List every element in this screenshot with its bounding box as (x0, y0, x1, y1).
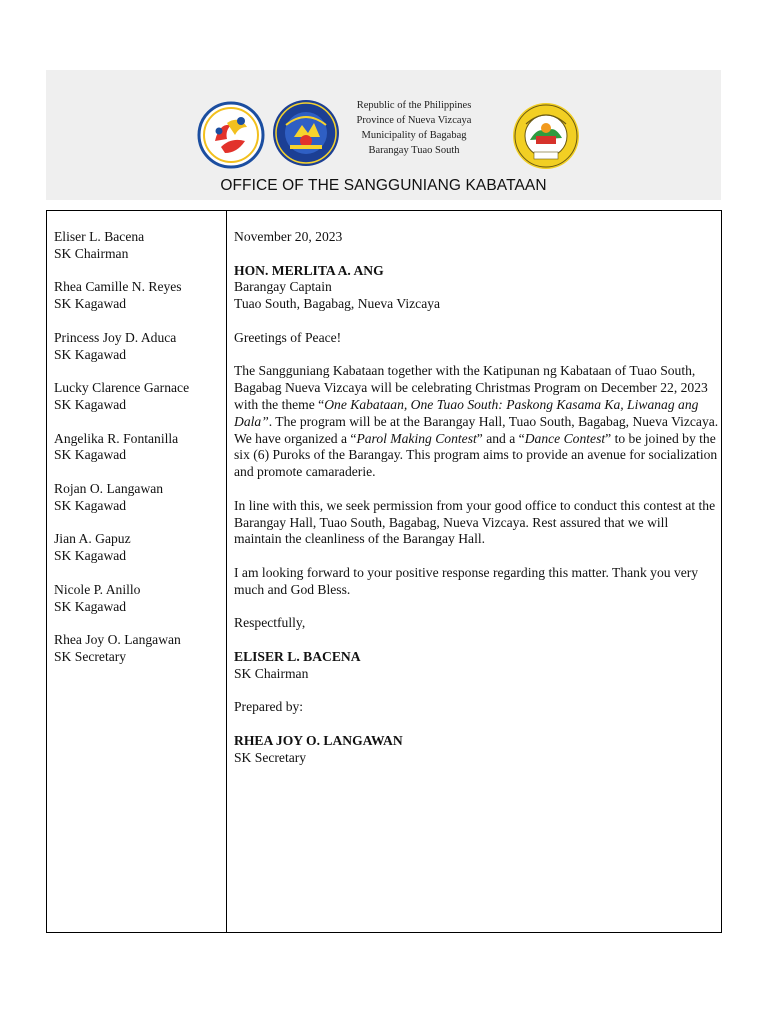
roster-entry (54, 531, 222, 565)
member-position: SK Kagawad (54, 497, 127, 513)
roster-entry (54, 481, 222, 515)
body-paragraph-3: I am looking forward to your positive response regarding this matter. Thank you very much and God Bless. (234, 564, 699, 597)
member-position: SK Kagawad (54, 396, 127, 412)
contest-name: Parol Making Contest (356, 430, 477, 446)
sangguniang-kabataan-seal-icon (272, 99, 340, 167)
member-name: Rhea Camille N. Reyes (54, 279, 182, 295)
address-line: Republic of the Philippines (356, 100, 472, 111)
member-name: Rojan O. Langawan (54, 480, 164, 496)
letter-frame (46, 210, 722, 933)
roster-entry (54, 279, 222, 313)
member-position: SK Chairman (54, 245, 129, 261)
member-position: SK Kagawad (54, 548, 127, 564)
signatory-name: ELISER L. BACENA (234, 648, 361, 664)
letterhead (46, 70, 721, 200)
signatory-title: SK Chairman (234, 665, 309, 681)
column-divider (226, 211, 227, 932)
letter-date: November 20, 2023 (234, 229, 343, 244)
contest-name: Dance Contest (524, 430, 606, 446)
member-position: SK Kagawad (54, 447, 127, 463)
member-position: SK Kagawad (54, 296, 127, 312)
tuao-south-seal-icon (512, 102, 580, 170)
body-text: ” and a “ (476, 430, 525, 446)
member-position: SK Kagawad (54, 598, 127, 614)
body-paragraph-1 (234, 363, 719, 481)
signature-block (234, 649, 719, 683)
member-name: Eliser L. Bacena (54, 229, 145, 244)
address-line: Municipality of Bagabag (361, 130, 467, 141)
member-name: Jian A. Gapuz (54, 531, 131, 547)
member-position: SK Kagawad (54, 346, 127, 362)
office-title: OFFICE OF THE SANGGUNIANG KABATAAN (220, 177, 547, 194)
roster-entry (54, 330, 222, 364)
greeting: Greetings of Peace! (234, 329, 342, 345)
recipient-name: HON. MERLITA A. ANG (234, 262, 384, 278)
roster-entry (54, 380, 222, 414)
roster-entry (54, 229, 222, 263)
member-name: Angelika R. Fontanilla (54, 430, 179, 446)
letter-body (234, 229, 719, 783)
address-block (334, 98, 494, 158)
preparer-block (234, 733, 719, 767)
closing: Respectfully, (234, 615, 306, 631)
body-paragraph-2: In line with this, we seek permission from your good office to conduct this contest at the Barangay Hall, Tuao South, Bagabag, Nueva Vizcaya. Rest assured that we will maintain the cleanliness of the Barangay Hall. (234, 497, 716, 547)
prepared-by-label: Prepared by: (234, 699, 304, 715)
member-position: SK Secretary (54, 648, 127, 664)
address-line: Barangay Tuao South (368, 145, 460, 156)
roster-entry (54, 431, 222, 465)
body-text: ” to be joined by the six (6) Puroks of the Barangay. This program aims to provide an avenue for socialization and promote camaraderie. (234, 430, 718, 480)
member-name: Nicole P. Anillo (54, 581, 141, 597)
recipient-title: Barangay Captain (234, 279, 332, 295)
body-text: . The program will be at the Barangay Hall, Tuao South, Bagabag, Nueva Vizcaya. We have organized a “ (234, 413, 719, 446)
recipient-address: Tuao South, Bagabag, Nueva Vizcaya (234, 296, 441, 312)
roster-entry (54, 632, 222, 666)
address-line: Province of Nueva Vizcaya (356, 115, 472, 126)
program-theme: One Kabataan, One Tuao South: Paskong Kasama Ka, Liwanag ang Dala” (234, 396, 699, 429)
preparer-title: SK Secretary (234, 749, 307, 765)
member-name: Lucky Clarence Garnace (54, 380, 190, 396)
member-name: Rhea Joy O. Langawan (54, 632, 181, 648)
sk-logo-icon (197, 101, 265, 169)
preparer-name: RHEA JOY O. LANGAWAN (234, 732, 403, 748)
body-text: The Sangguniang Kabataan together with the Katipunan ng Kabataan of Tuao South, Bagabag Nueva Vizcaya will be celebrating Christmas Program on December 22, 2023 with the theme “ (234, 363, 708, 412)
roster-entry (54, 582, 222, 616)
member-name: Princess Joy D. Aduca (54, 329, 177, 345)
council-roster (54, 229, 222, 683)
recipient-block (234, 263, 719, 313)
